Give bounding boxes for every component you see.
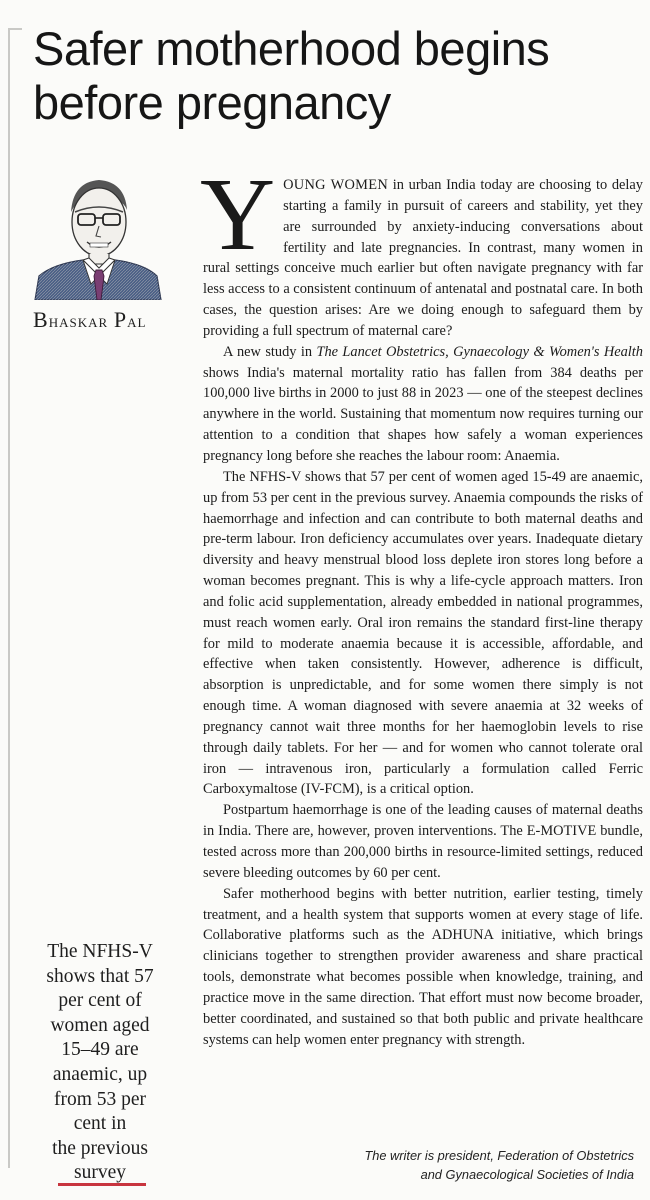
drop-cap: Y	[200, 157, 276, 272]
pull-quote-line: anaemic, up	[52, 1063, 148, 1085]
article-paragraph-1: YOUNG WOMEN in urban India today are choosing to delay starting a family in pursuit of careers and stability, yet they are surrounded by anxiety-inducing conversations about fertility and late pregnancies. In contrast, many women in rural settings conceive much earlier but often navigate pregnancy with far less access to a consistent continuum of antenatal and postnatal care. In both cases, the question arises: Are we doing enough to safeguard them by providing a full spectrum of maternal care?	[200, 157, 643, 339]
column-rule	[8, 28, 10, 1168]
pull-quote	[30, 940, 170, 1186]
headline	[33, 22, 633, 130]
article-paragraph-4: Postpartum haemorrhage is one of the leading causes of maternal deaths in India. There are, however, proven interventions. The E-MOTIVE bundle, tested across more than 200,000 births in resource-limited settings, reduced severe bleeding outcomes by 60 per cent.	[203, 802, 643, 881]
article-body	[200, 157, 643, 1050]
headline-line-2: before pregnancy	[33, 76, 391, 129]
article-paragraph-3: The NFHS-V shows that 57 per cent of women aged 15-49 are anaemic, up from 53 per cent in the previous survey. Anaemia compounds the risks of haemorrhage and infection and can contribute to both maternal deaths and pre-term labour. Iron deficiency accumulates over years. Inadequate dietary diversity and heavy menstrual blood loss deplete iron stores long before a woman becomes pregnant. This is why a life-cycle approach matters. Iron and folic acid supplementation, already embedded in national programmes, must reach women early. Oral iron remains the standard first-line therapy for mild to moderate anaemia because it is accessible, affordable, and effective when taken consistently. However, adherence is difficult, absorption is unpredictable, and for some women there simply is not enough time. A woman diagnosed with severe anaemia at 32 weeks of pregnancy cannot wait three months for her haemoglobin levels to rise through daily tablets. For her — and for women who cannot tolerate oral iron — intravenous iron, particularly a formulation called Ferric Carboxymaltose (IV-FCM), is a critical option.	[203, 468, 643, 798]
author-byline: Bhaskar Pal	[33, 307, 147, 332]
pull-quote-line: from 53 per	[53, 1088, 147, 1110]
article-paragraph-5: Safer motherhood begins with better nutrition, earlier testing, timely treatment, and a health system that supports women at every stage of life. Collaborative platforms such as the ADHUNA initiative, which brings clinicians together to strengthen provider awareness and share practical tools, demonstrate what becomes possible when knowledge, training, and practice move in the same direction. That effort must now become broader, better coordinated, and sustained so that both public and private healthcare systems can help women enter pregnancy with strength.	[203, 885, 643, 1048]
pull-quote-line: women aged	[50, 1014, 150, 1036]
pull-quote-line: The NFHS-V	[47, 941, 153, 962]
author-footnote: The writer is president, Federation of Obstetrics and Gynaecological Societies of India	[364, 1148, 634, 1182]
author-portrait	[33, 172, 163, 300]
pull-quote-line: the previous	[52, 1137, 148, 1159]
pull-quote-line: survey	[74, 1162, 126, 1184]
pull-quote-line: per cent of	[58, 990, 142, 1012]
author-sketch-icon	[33, 172, 163, 300]
pull-quote-accent-rule	[58, 1183, 146, 1186]
pull-quote-line: cent in	[73, 1113, 127, 1135]
column-rule-tick	[8, 28, 22, 30]
pull-quote-line: 15–49 are	[61, 1039, 139, 1061]
lead-smallcaps: OUNG WOMEN	[283, 177, 389, 193]
journal-title: The Lancet Obstetrics, Gynaecology & Women's Health	[316, 343, 643, 360]
article-paragraph-2: A new study in The Lancet Obstetrics, Gynaecology & Women's Health shows India's maternal mortality ratio has fallen from 384 deaths per 100,000 live births in 2000 to just 88 in 2023 — one of the steepest declines anywhere in the world. Sustaining that momentum now requires turning our attention to a condition that shapes how safely a woman experiences pregnancy long before she reaches the labour room: Anaemia.	[203, 343, 643, 464]
pull-quote-line: shows that 57	[46, 965, 154, 987]
headline-line-1: Safer motherhood begins	[33, 22, 550, 75]
